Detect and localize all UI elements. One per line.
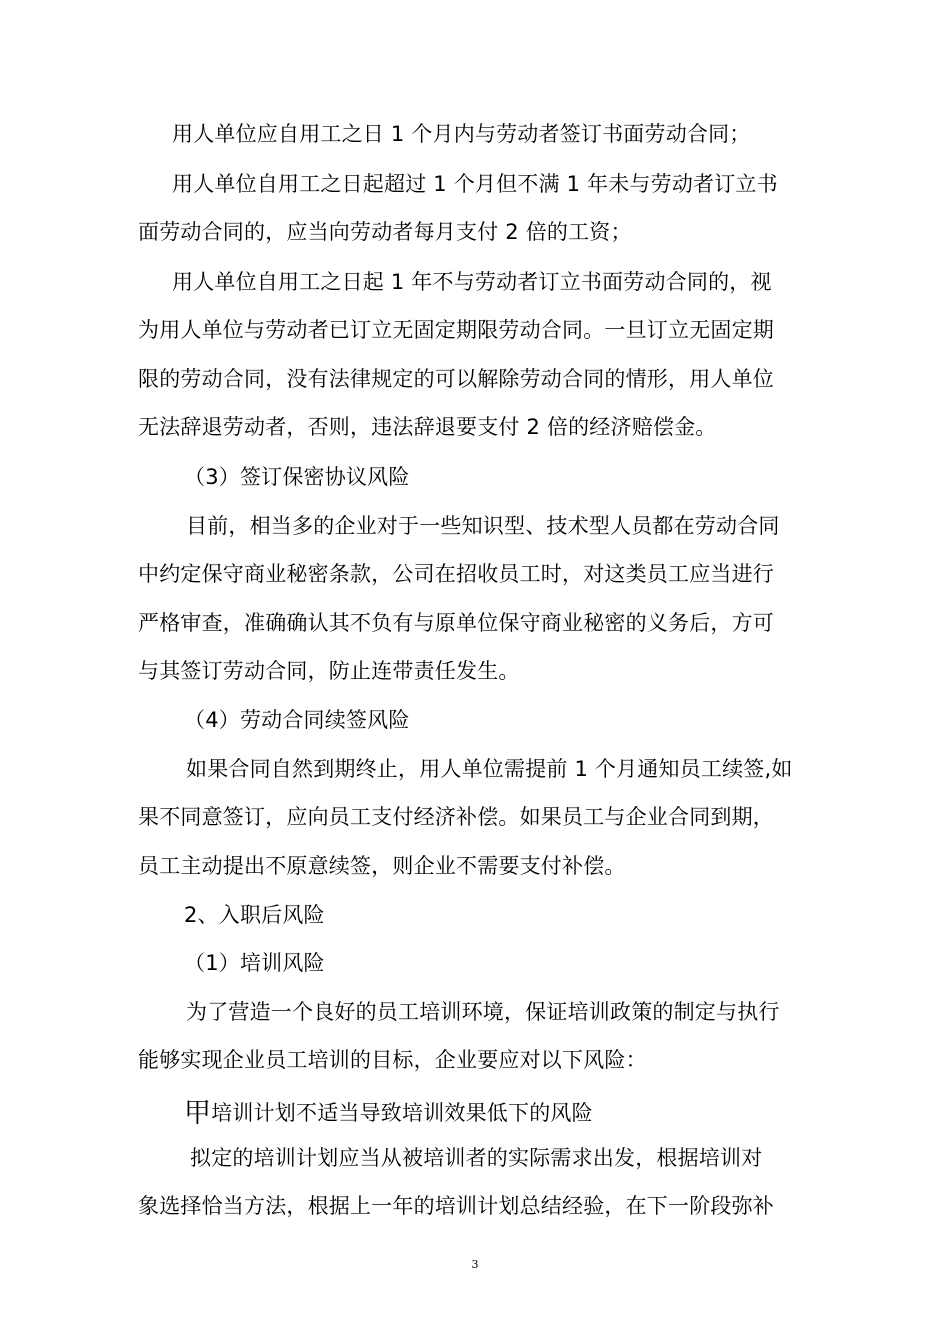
- text-line-2: 用人单位自用工之日起超过 1 个月但不满 1 年未与劳动者订立书: [172, 172, 778, 196]
- section-heading-4: （4）劳动合同续签风险: [184, 708, 410, 732]
- text-line-7: 无法辞退劳动者，否则，违法辞退要支付 2 倍的经济赔偿金。: [138, 415, 717, 439]
- text-line-14: 如果合同自然到期终止，用人单位需提前 1 个月通知员工续签,如: [186, 757, 793, 781]
- text-line-3: 面劳动合同的，应当向劳动者每月支付 2 倍的工资；: [138, 220, 632, 244]
- text-line-16: 员工主动提出不原意续签，则企业不需要支付补偿。: [138, 854, 626, 878]
- text-line-9: 目前，相当多的企业对于一些知识型、技术型人员都在劳动合同: [186, 514, 780, 538]
- section-heading-3: （3）签订保密协议风险: [184, 465, 410, 489]
- text-line-23: 象选择恰当方法，根据上一年的培训计划总结经验，在下一阶段弥补: [138, 1194, 774, 1218]
- text-line-12: 与其签订劳动合同，防止连带责任发生。: [138, 659, 520, 683]
- text-line-4: 用人单位自用工之日起 1 年不与劳动者订立书面劳动合同的，视: [172, 270, 772, 294]
- text-line-19: 为了营造一个良好的员工培训环境，保证培训政策的制定与执行: [186, 1000, 780, 1024]
- text-line-5: 为用人单位与劳动者已订立无固定期限劳动合同。一旦订立无固定期: [138, 318, 774, 342]
- text-line-11: 严格审查，准确确认其不负有与原单位保守商业秘密的义务后，方可: [138, 611, 774, 635]
- page-number: 3: [471, 1258, 479, 1271]
- text-line-10: 中约定保守商业秘密条款，公司在招收员工时，对这类员工应当进行: [138, 562, 774, 586]
- text-line-15: 果不同意签订，应向员工支付经济补偿。如果员工与企业合同到期，: [138, 805, 774, 829]
- list-item-jia: [184, 1099, 593, 1128]
- text-line-20: 能够实现企业员工培训的目标，企业要应对以下风险：: [138, 1048, 647, 1072]
- text-line-1: 用人单位应自用工之日 1 个月内与劳动者签订书面劳动合同；: [172, 122, 751, 146]
- subsection-heading-1: （1）培训风险: [184, 951, 325, 975]
- list-item-text: 培训计划不适当导致培训效果低下的风险: [211, 1101, 593, 1125]
- text-line-6: 限的劳动合同，没有法律规定的可以解除劳动合同的情形，用人单位: [138, 367, 774, 391]
- text-line-22: 拟定的培训计划应当从被培训者的实际需求出发，根据培训对: [190, 1146, 763, 1170]
- section-heading-2: 2、入职后风险: [184, 903, 325, 927]
- list-marker: 甲: [184, 1098, 212, 1129]
